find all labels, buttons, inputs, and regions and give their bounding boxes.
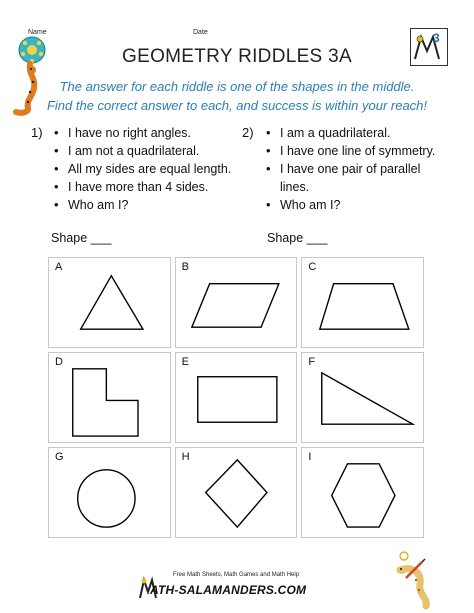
riddle-2-clues: [264, 124, 454, 214]
riddle-1-clue: • All my sides are equal length.: [52, 160, 232, 178]
riddle-1-number: 1): [31, 125, 43, 140]
shape-cell-g[interactable]: [48, 447, 171, 538]
shape-letter: H: [181, 451, 190, 463]
riddle-1-answer[interactable]: Shape ___: [51, 231, 112, 245]
name-label: Name: [28, 29, 47, 36]
diamond-shape: [176, 448, 297, 537]
grade-number: 3: [433, 31, 440, 45]
shape-cell-h[interactable]: [175, 447, 298, 538]
riddle-1-clue: • I am not a quadrilateral.: [52, 142, 232, 160]
salamander-pencil-illustration: [392, 548, 442, 610]
shape-grid: [48, 257, 424, 538]
riddle-2-clue: • I have one pair of parallel: [264, 160, 454, 178]
shape-letter: G: [55, 451, 64, 463]
shape-cell-a[interactable]: [48, 257, 171, 348]
riddle-1-clue: • Who am I?: [52, 196, 232, 214]
shape-cell-e[interactable]: [175, 352, 298, 443]
shape-letter: B: [181, 261, 189, 273]
l-shape: [49, 353, 170, 442]
shape-cell-d[interactable]: [48, 352, 171, 443]
riddle-1-clue: • I have no right angles.: [52, 124, 232, 142]
parallelogram-shape: [176, 258, 297, 347]
shape-letter: A: [55, 261, 63, 273]
intro-line-2: Find the correct answer to each, and success is within your reach!: [46, 98, 428, 113]
rectangle-shape: [176, 353, 297, 442]
date-label: Date: [193, 29, 208, 36]
footer-tagline: Free Math Sheets, Math Games and Math Help: [173, 572, 300, 578]
footer-logo[interactable]: ATH-SALAMANDERS.COM: [150, 583, 307, 597]
shape-letter: F: [308, 356, 316, 368]
riddle-2-clue-continued: lines.: [280, 180, 310, 194]
trapezoid-shape: [302, 258, 423, 347]
riddle-2-clue: • I am a quadrilateral.: [264, 124, 454, 142]
shape-letter: C: [308, 261, 317, 273]
riddle-1-clues: [52, 124, 232, 214]
shape-letter: D: [55, 356, 63, 368]
shape-cell-c[interactable]: [301, 257, 424, 348]
riddle-1-clue: • I have more than 4 sides.: [52, 178, 232, 196]
right-triangle-shape: [302, 353, 423, 442]
riddle-2-clue: • I have one line of symmetry.: [264, 142, 454, 160]
riddle-2-clue: • Who am I?: [264, 196, 454, 214]
shape-letter: E: [181, 356, 189, 368]
circle-shape: [49, 448, 170, 537]
page-title: GEOMETRY RIDDLES 3A: [122, 46, 352, 67]
hexagon-shape: [302, 448, 423, 537]
shape-cell-b[interactable]: [175, 257, 298, 348]
riddle-2-number: 2): [242, 125, 254, 140]
shape-cell-f[interactable]: [301, 352, 424, 443]
shape-letter: I: [308, 451, 312, 463]
triangle-shape: [49, 258, 170, 347]
shape-cell-i[interactable]: [301, 447, 424, 538]
intro-line-1: The answer for each riddle is one of the shapes in the middle.: [59, 79, 415, 94]
riddle-2-answer[interactable]: Shape ___: [267, 231, 328, 245]
